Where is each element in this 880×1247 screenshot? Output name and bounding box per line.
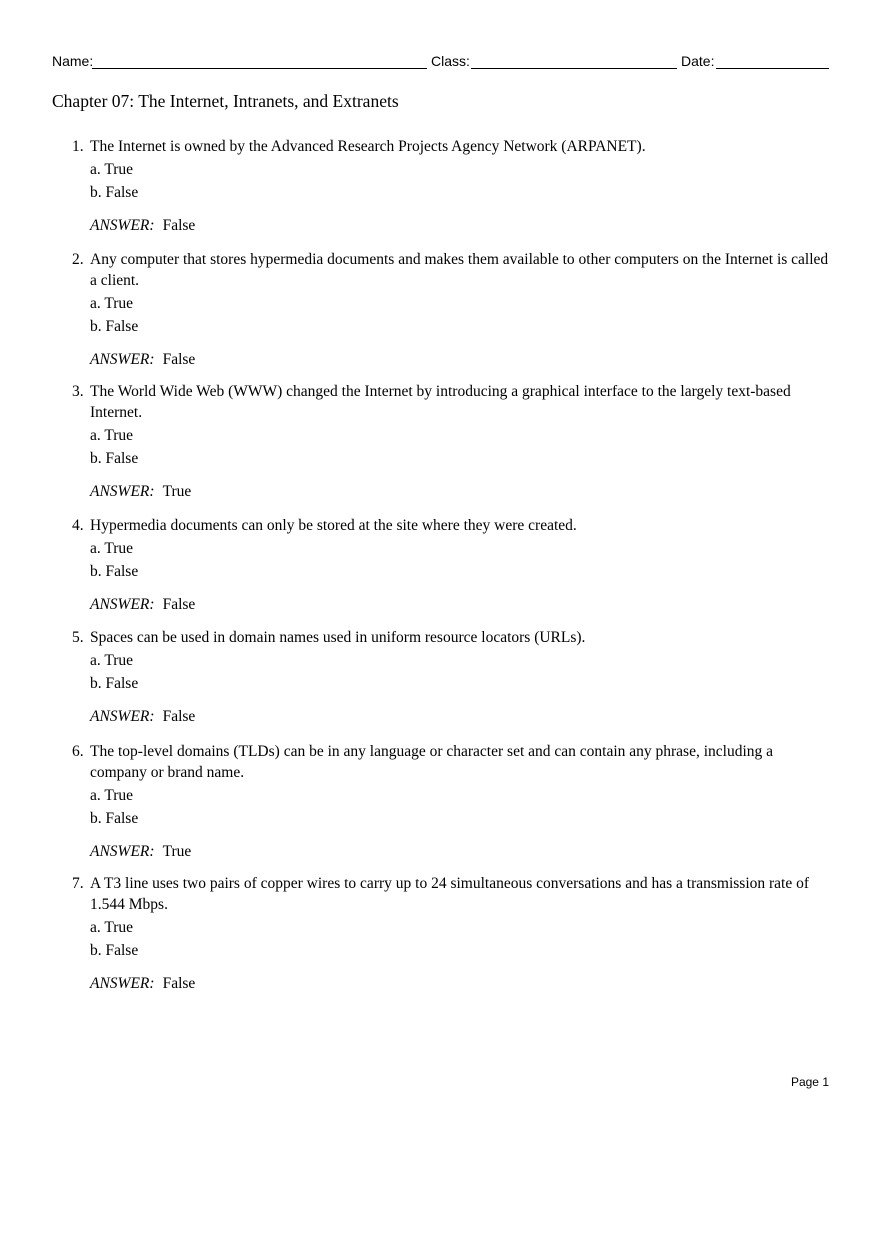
answer-line (90, 215, 832, 236)
question-text: A T3 line uses two pairs of copper wires to carry up to 24 simultaneous conversations and has a transmission rate of 1.544 Mbps. (90, 875, 810, 913)
question-item (72, 136, 832, 236)
question-number: 3. (72, 383, 84, 400)
option-true: a. True (90, 919, 134, 936)
answer-label: ANSWER: (90, 975, 155, 992)
answer-value: True (162, 483, 192, 500)
chapter-title: Chapter 07: The Internet, Intranets, and Extranets (52, 91, 399, 111)
answer-label: ANSWER: (90, 217, 155, 234)
option-true: a. True (90, 652, 134, 669)
question-item (72, 515, 832, 615)
class-field-line (471, 68, 677, 69)
answer-value: True (162, 843, 192, 860)
option-false: b. False (90, 563, 139, 580)
option-false: b. False (90, 450, 139, 467)
answer-label: ANSWER: (90, 351, 155, 368)
option-true: a. True (90, 295, 134, 312)
question-number: 2. (72, 251, 84, 268)
option-true: a. True (90, 427, 134, 444)
option-false: b. False (90, 675, 139, 692)
question-item (72, 873, 832, 994)
answer-label: ANSWER: (90, 708, 155, 725)
answer-line (90, 706, 832, 727)
question-item (72, 381, 832, 502)
answer-line (90, 594, 832, 615)
question-number: 7. (72, 875, 84, 892)
question-text: Any computer that stores hypermedia documents and makes them available to other computers on the Internet is called a client. (90, 251, 829, 289)
name-field-line (92, 68, 427, 69)
page-number: Page 1 (790, 1075, 829, 1089)
option-false: b. False (90, 184, 139, 201)
answer-value: False (162, 596, 196, 613)
answer-value: False (162, 351, 196, 368)
answer-label: ANSWER: (90, 596, 155, 613)
answer-line (90, 973, 832, 994)
answer-value: False (162, 217, 196, 234)
option-true: a. True (90, 540, 134, 557)
answer-line (90, 481, 832, 502)
question-number: 5. (72, 629, 84, 646)
class-label: Class: (431, 53, 470, 69)
question-text: Hypermedia documents can only be stored at the site where they were created. (90, 517, 577, 534)
question-text: The World Wide Web (WWW) changed the Internet by introducing a graphical interface to the largely text-based Internet. (90, 383, 791, 421)
option-false: b. False (90, 810, 139, 827)
option-true: a. True (90, 787, 134, 804)
question-text: Spaces can be used in domain names used in uniform resource locators (URLs). (90, 629, 586, 646)
date-label: Date: (681, 53, 715, 69)
option-false: b. False (90, 318, 139, 335)
name-label: Name: (52, 53, 94, 69)
question-text: The top-level domains (TLDs) can be in any language or character set and can contain any phrase, including a company or brand name. (90, 743, 774, 781)
answer-value: False (162, 708, 196, 725)
question-item (72, 627, 832, 727)
option-false: b. False (90, 942, 139, 959)
question-number: 1. (72, 138, 84, 155)
answer-value: False (162, 975, 196, 992)
question-number: 4. (72, 517, 84, 534)
header-fields (52, 52, 829, 72)
option-true: a. True (90, 161, 134, 178)
question-item (72, 249, 832, 370)
date-field-line (716, 68, 829, 69)
answer-line (90, 349, 832, 370)
answer-label: ANSWER: (90, 483, 155, 500)
question-text: The Internet is owned by the Advanced Research Projects Agency Network (ARPANET). (90, 138, 646, 155)
answer-line (90, 841, 832, 862)
answer-label: ANSWER: (90, 843, 155, 860)
question-item (72, 741, 832, 862)
question-number: 6. (72, 743, 84, 760)
